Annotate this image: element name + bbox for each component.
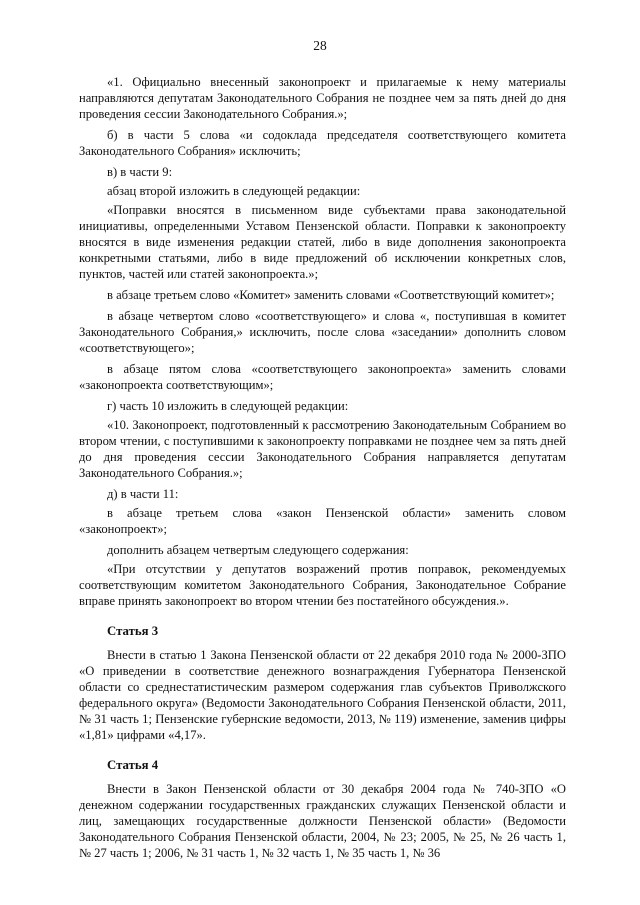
paragraph-abzac-fourth: в абзаце четвертом слово «соответствующего» и слова «, поступившая в комитет Законодательного Собрания,» исключить, после слова «заседании» дополнить словом «соответствующего»;	[79, 309, 566, 355]
paragraph-item-d: д) в части 11:	[107, 487, 179, 501]
paragraph-quoted-no-objections: «При отсутствии у депутатов возражений против поправок, рекомендуемых соответствующим комитетом Законодательного Собрания, Законодательное Собрание вправе принять законопроект во втором чтении без постатейного обсуждения.».	[79, 562, 566, 608]
paragraph-part-11-abzac-third: в абзаце третьем слова «закон Пензенской области» заменить словом «законопроект»;	[79, 506, 566, 536]
article-4-heading: Статья 4	[107, 758, 159, 772]
paragraph-quoted-part-10: «10. Законопроект, подготовленный к рассмотрению Законодательным Собранием во втором чтении, с поступившими к законопроекту поправками не позднее чем за пять дней до дня проведения сессии Законодательного Собрания направляется депутатам Законодательного Собрания.»;	[79, 418, 566, 480]
paragraph-abzac-second: абзац второй изложить в следующей редакции:	[107, 184, 361, 198]
paragraph-item-v: в) в части 9:	[107, 165, 173, 179]
paragraph-item-g: г) часть 10 изложить в следующей редакции:	[107, 399, 349, 413]
article-3-text: Внести в статью 1 Закона Пензенской области от 22 декабря 2010 года № 2000-ЗПО «О приведении в соответствие денежного вознаграждения Губернатора Пензенской области со среднестатистическим размером содержания глав субъектов Приволжского федерального округа» (Ведомости Законодательного Собрания Пензенской области, 2011, № 31 часть 1; Пензенские губернские ведомости, 2013, № 119) изменение, заменив цифры «1,81» цифрами «4,17».	[79, 648, 566, 742]
paragraph-add-abzac-fourth: дополнить абзацем четвертым следующего содержания:	[107, 543, 409, 557]
page-number: 28	[313, 38, 327, 53]
paragraph-quoted-amendments: «Поправки вносятся в письменном виде субъектами права законодательной инициативы, определенными Уставом Пензенской области. Поправки к законопроекту вносятся в виде изменения редакции статей, либо в виде дополнения законопроекта конкретными статьями, либо в виде предложений об исключении конкретных слов, пунктов, частей или статей законопроекта.»;	[79, 203, 566, 281]
article-3-heading: Статья 3	[107, 624, 159, 638]
paragraph-abzac-third: в абзаце третьем слово «Комитет» заменить словами «Соответствующий комитет»;	[107, 288, 555, 302]
paragraph-item-b: б) в части 5 слова «и содоклада председателя соответствующего комитета Законодательного Собрания» исключить;	[79, 128, 566, 158]
paragraph-abzac-fifth: в абзаце пятом слова «соответствующего законопроекта» заменить словами «законопроекта соответствующим»;	[79, 362, 566, 392]
document-body	[79, 74, 566, 866]
paragraph-quoted-part-1: «1. Официально внесенный законопроект и прилагаемые к нему материалы направляются депутатам Законодательного Собрания не позднее чем за пять дней до дня проведения сессии Законодательного Собрания.»;	[79, 75, 566, 121]
article-4-text: Внести в Закон Пензенской области от 30 декабря 2004 года № 740-ЗПО «О денежном содержании государственных гражданских служащих Пензенской области и лиц, замещающих государственные должности Пензенской области» (Ведомости Законодательного Собрания Пензенской области, 2004, № 23; 2005, № 25, № 26 часть 1, № 27 часть 1; 2006, № 31 часть 1, № 32 часть 1, № 35 часть 1, № 36	[79, 782, 566, 860]
